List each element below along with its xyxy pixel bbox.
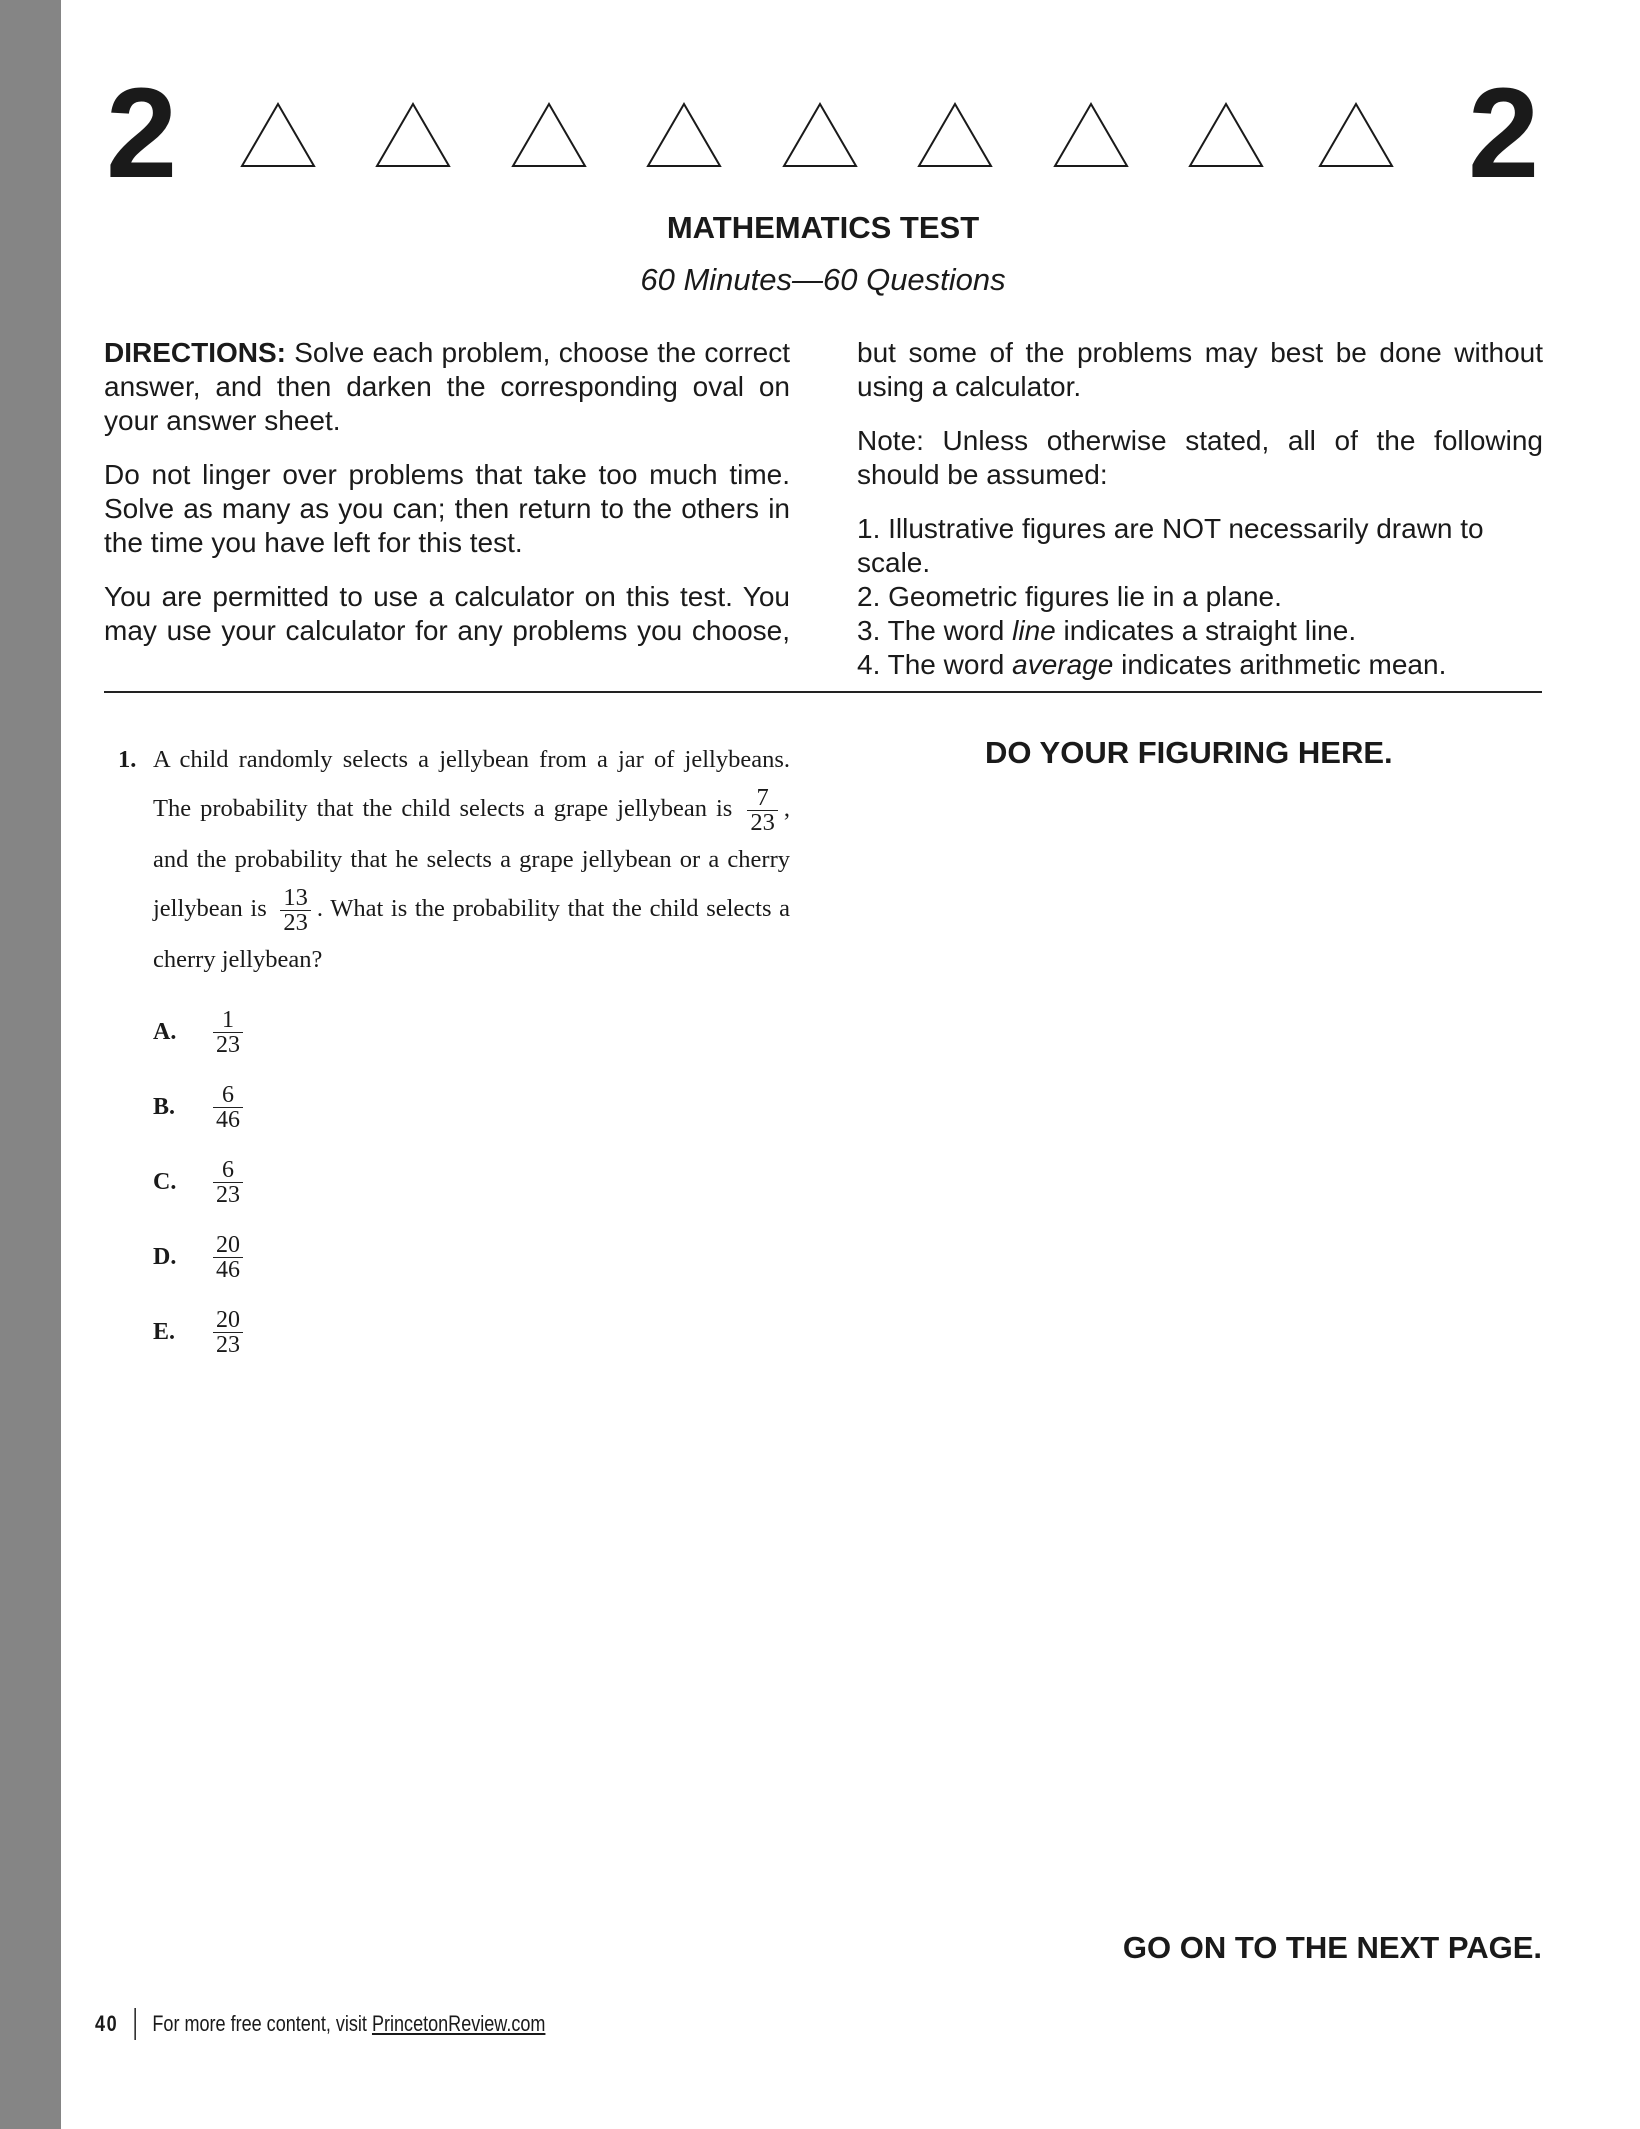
- answer-letter: A.: [153, 1019, 177, 1045]
- answer-choice-a[interactable]: [153, 1008, 249, 1057]
- answer-choice-d[interactable]: [153, 1233, 249, 1282]
- fraction: $\frac{1}{23}$: [213, 1008, 243, 1057]
- page-subtitle: 60 Minutes—60 Questions: [640, 262, 1006, 297]
- directions-p3: You are permitted to use a calculator on this test. You may use your calculator for any problems you choose,: [104, 581, 790, 646]
- assumption-item: 3. The word line indicates a straight line.: [857, 615, 1357, 646]
- fraction: $\frac{20}{23}$: [213, 1308, 243, 1357]
- page-title: MATHEMATICS TEST: [666, 210, 980, 245]
- triangle-icon: [782, 102, 858, 168]
- fraction: $\frac{13}{23}$: [280, 886, 311, 935]
- triangle-icon: [375, 102, 451, 168]
- footer: [95, 2008, 545, 2040]
- answer-letter: C.: [153, 1169, 177, 1195]
- directions-left-column: [104, 336, 790, 661]
- footer-separator: [135, 2008, 136, 2040]
- answer-choice-c[interactable]: [153, 1158, 249, 1207]
- footer-text: For more free content, visit: [152, 2011, 367, 2036]
- fraction: $\frac{7}{23}$: [747, 786, 778, 835]
- triangle-icon: [1188, 102, 1264, 168]
- directions-p2: Do not linger over problems that take too much time. Solve as many as you can; then return to the others in the time you have left for this test.: [104, 459, 790, 558]
- directions-text: Solve each problem, choose the correct answer, and then darken the corresponding oval on your answer sheet.: [104, 337, 790, 436]
- page-number: 40: [95, 2011, 119, 2036]
- section-number-right: 2: [1468, 62, 1538, 205]
- assumption-item: 4. The word average indicates arithmetic mean.: [857, 649, 1447, 680]
- triangle-icon: [1053, 102, 1129, 168]
- answer-choice-e[interactable]: [153, 1308, 249, 1357]
- figuring-label: DO YOUR FIGURING HERE.: [985, 735, 1393, 770]
- fraction: $\frac{20}{46}$: [213, 1233, 243, 1282]
- directions-p3-cont: but some of the problems may best be done without using a calculator.: [857, 337, 1543, 402]
- triangle-icon: [240, 102, 316, 168]
- next-page-label: GO ON TO THE NEXT PAGE.: [1122, 1930, 1542, 1965]
- answer-letter: B.: [153, 1094, 176, 1120]
- triangle-icon: [511, 102, 587, 168]
- question-number: 1.: [118, 746, 137, 773]
- answer-letter: D.: [153, 1244, 177, 1270]
- answer-letter: E.: [153, 1319, 176, 1345]
- fraction: $\frac{6}{46}$: [213, 1083, 243, 1132]
- directions-right-column: [857, 336, 1543, 682]
- question-1: [118, 735, 790, 984]
- answer-choice-b[interactable]: [153, 1083, 249, 1132]
- triangle-icon: [1318, 102, 1394, 168]
- question-text: A child randomly selects a jellybean from a jar of jellybeans. The probability that the child selects a grape jellybean is $\frac{7}{23}$ , and the probability that he selects a grape jellybean or a cherry jellybean is $\frac{13}{23}$ . What is the probability that the child selects a cherry jellybean?: [153, 746, 791, 973]
- assumptions-list: [857, 512, 1543, 682]
- assumption-item: 2. Geometric figures lie in a plane.: [857, 581, 1282, 612]
- footer-link[interactable]: PrincetonReview.com: [371, 2011, 546, 2036]
- directions-p1: [104, 336, 790, 438]
- assumption-item: 1. Illustrative figures are NOT necessarily drawn to scale.: [857, 513, 1484, 578]
- directions-note: Note: Unless otherwise stated, all of the following should be assumed:: [857, 425, 1543, 490]
- divider: [104, 691, 1542, 693]
- fraction: $\frac{6}{23}$: [213, 1158, 243, 1207]
- directions-label: DIRECTIONS:: [104, 337, 286, 368]
- section-number-left: 2: [106, 62, 176, 205]
- page-edge-bar: [0, 0, 61, 2129]
- triangle-icon: [646, 102, 722, 168]
- triangle-icon: [917, 102, 993, 168]
